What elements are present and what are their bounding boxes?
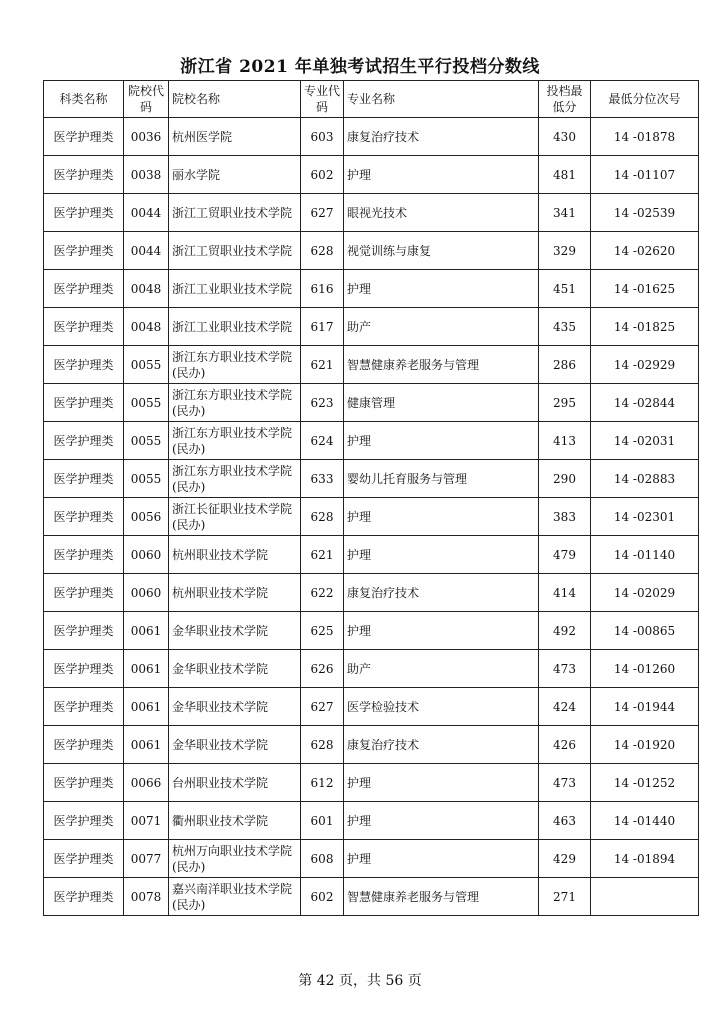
- cell-school-name: 浙江东方职业技术学院(民办): [169, 460, 301, 498]
- cell-min-score: 286: [539, 346, 591, 384]
- cell-min-score: 271: [539, 878, 591, 916]
- cell-min-score: 383: [539, 498, 591, 536]
- cell-school-code: 0036: [124, 118, 169, 156]
- cell-category: 医学护理类: [44, 878, 124, 916]
- cell-category: 医学护理类: [44, 688, 124, 726]
- cell-major-name: 康复治疗技术: [344, 726, 539, 764]
- cell-school-name: 杭州医学院: [169, 118, 301, 156]
- cell-category: 医学护理类: [44, 270, 124, 308]
- cell-category: 医学护理类: [44, 726, 124, 764]
- table-row: [44, 574, 699, 612]
- table-row: [44, 460, 699, 498]
- cell-major-code: 626: [301, 650, 344, 688]
- cell-min-score: 435: [539, 308, 591, 346]
- cell-category: 医学护理类: [44, 232, 124, 270]
- cell-school-code: 0056: [124, 498, 169, 536]
- table-row: [44, 878, 699, 916]
- cell-major-name: 康复治疗技术: [344, 574, 539, 612]
- cell-major-name: 助产: [344, 308, 539, 346]
- cell-school-name: 浙江东方职业技术学院(民办): [169, 346, 301, 384]
- table-row: [44, 802, 699, 840]
- cell-school-name: 嘉兴南洋职业技术学院(民办): [169, 878, 301, 916]
- cell-major-code: 622: [301, 574, 344, 612]
- cell-major-code: 621: [301, 346, 344, 384]
- cell-major-name: 护理: [344, 422, 539, 460]
- cell-min-rank: [591, 878, 699, 916]
- cell-major-code: 602: [301, 878, 344, 916]
- admission-score-table: [43, 80, 699, 916]
- cell-school-code: 0055: [124, 422, 169, 460]
- page-footer: 第 42 页，共 56 页: [298, 973, 422, 989]
- cell-school-code: 0077: [124, 840, 169, 878]
- cell-school-name: 浙江长征职业技术学院(民办): [169, 498, 301, 536]
- cell-school-code: 0071: [124, 802, 169, 840]
- cell-category: 医学护理类: [44, 156, 124, 194]
- cell-min-score: 479: [539, 536, 591, 574]
- cell-school-name: 浙江工贸职业技术学院: [169, 194, 301, 232]
- cell-min-rank: 14 -02844: [591, 384, 699, 422]
- table-row: [44, 118, 699, 156]
- cell-min-score: 463: [539, 802, 591, 840]
- cell-major-name: 眼视光技术: [344, 194, 539, 232]
- cell-min-score: 481: [539, 156, 591, 194]
- cell-major-code: 624: [301, 422, 344, 460]
- cell-min-rank: 14 -02029: [591, 574, 699, 612]
- cell-major-name: 医学检验技术: [344, 688, 539, 726]
- cell-min-rank: 14 -01944: [591, 688, 699, 726]
- cell-school-name: 杭州职业技术学院: [169, 574, 301, 612]
- cell-major-code: 616: [301, 270, 344, 308]
- cell-major-code: 602: [301, 156, 344, 194]
- table-body: [44, 118, 699, 916]
- cell-school-code: 0048: [124, 270, 169, 308]
- cell-school-code: 0038: [124, 156, 169, 194]
- cell-min-score: 473: [539, 650, 591, 688]
- cell-min-rank: 14 -01825: [591, 308, 699, 346]
- cell-category: 医学护理类: [44, 536, 124, 574]
- header-school-code: 院校代码: [124, 81, 169, 118]
- cell-major-name: 助产: [344, 650, 539, 688]
- cell-school-name: 金华职业技术学院: [169, 688, 301, 726]
- cell-min-rank: 14 -01920: [591, 726, 699, 764]
- cell-min-rank: 14 -01440: [591, 802, 699, 840]
- cell-major-code: 603: [301, 118, 344, 156]
- cell-min-rank: 14 -02031: [591, 422, 699, 460]
- cell-major-code: 612: [301, 764, 344, 802]
- cell-major-code: 627: [301, 688, 344, 726]
- cell-min-rank: 14 -02620: [591, 232, 699, 270]
- cell-school-code: 0066: [124, 764, 169, 802]
- table-row: [44, 384, 699, 422]
- cell-category: 医学护理类: [44, 574, 124, 612]
- cell-school-code: 0061: [124, 688, 169, 726]
- cell-min-rank: 14 -01252: [591, 764, 699, 802]
- cell-min-rank: 14 -01878: [591, 118, 699, 156]
- cell-major-code: 623: [301, 384, 344, 422]
- cell-major-name: 护理: [344, 498, 539, 536]
- cell-min-score: 430: [539, 118, 591, 156]
- cell-min-rank: 14 -01260: [591, 650, 699, 688]
- cell-school-code: 0048: [124, 308, 169, 346]
- cell-min-score: 290: [539, 460, 591, 498]
- cell-major-name: 护理: [344, 764, 539, 802]
- cell-major-code: 601: [301, 802, 344, 840]
- cell-category: 医学护理类: [44, 840, 124, 878]
- header-major-name: 专业名称: [344, 81, 539, 118]
- table-row: [44, 688, 699, 726]
- cell-category: 医学护理类: [44, 498, 124, 536]
- table-header-row: [44, 81, 699, 118]
- cell-school-name: 杭州职业技术学院: [169, 536, 301, 574]
- cell-school-code: 0061: [124, 726, 169, 764]
- cell-school-code: 0044: [124, 194, 169, 232]
- cell-category: 医学护理类: [44, 118, 124, 156]
- cell-min-rank: 14 -02929: [591, 346, 699, 384]
- cell-major-code: 628: [301, 232, 344, 270]
- cell-major-name: 护理: [344, 156, 539, 194]
- cell-category: 医学护理类: [44, 460, 124, 498]
- header-major-code: 专业代码: [301, 81, 344, 118]
- cell-category: 医学护理类: [44, 194, 124, 232]
- table-row: [44, 650, 699, 688]
- cell-major-code: 621: [301, 536, 344, 574]
- cell-school-name: 浙江工业职业技术学院: [169, 308, 301, 346]
- cell-min-score: 424: [539, 688, 591, 726]
- cell-major-name: 护理: [344, 802, 539, 840]
- cell-major-name: 护理: [344, 536, 539, 574]
- cell-major-name: 护理: [344, 840, 539, 878]
- table-row: [44, 232, 699, 270]
- table-row: [44, 726, 699, 764]
- cell-major-code: 627: [301, 194, 344, 232]
- cell-school-code: 0060: [124, 536, 169, 574]
- table-row: [44, 422, 699, 460]
- cell-school-name: 浙江工贸职业技术学院: [169, 232, 301, 270]
- cell-major-code: 617: [301, 308, 344, 346]
- table-row: [44, 308, 699, 346]
- cell-school-name: 杭州万向职业技术学院(民办): [169, 840, 301, 878]
- cell-school-name: 衢州职业技术学院: [169, 802, 301, 840]
- cell-min-rank: 14 -01107: [591, 156, 699, 194]
- table-row: [44, 156, 699, 194]
- cell-school-code: 0060: [124, 574, 169, 612]
- cell-major-code: 608: [301, 840, 344, 878]
- cell-school-code: 0044: [124, 232, 169, 270]
- cell-school-name: 金华职业技术学院: [169, 612, 301, 650]
- cell-min-rank: 14 -02301: [591, 498, 699, 536]
- cell-category: 医学护理类: [44, 764, 124, 802]
- cell-min-rank: 14 -01894: [591, 840, 699, 878]
- cell-school-code: 0061: [124, 612, 169, 650]
- table-row: [44, 840, 699, 878]
- cell-category: 医学护理类: [44, 802, 124, 840]
- cell-school-code: 0055: [124, 346, 169, 384]
- cell-min-score: 295: [539, 384, 591, 422]
- cell-min-score: 341: [539, 194, 591, 232]
- cell-school-name: 浙江东方职业技术学院(民办): [169, 384, 301, 422]
- cell-min-score: 473: [539, 764, 591, 802]
- cell-min-rank: 14 -01140: [591, 536, 699, 574]
- header-min-rank: 最低分位次号: [591, 81, 699, 118]
- table-row: [44, 194, 699, 232]
- cell-major-name: 婴幼儿托育服务与管理: [344, 460, 539, 498]
- cell-major-code: 628: [301, 726, 344, 764]
- cell-min-rank: 14 -02539: [591, 194, 699, 232]
- cell-school-name: 金华职业技术学院: [169, 726, 301, 764]
- cell-category: 医学护理类: [44, 612, 124, 650]
- page-title: 浙江省 2021 年单独考试招生平行投档分数线: [180, 57, 540, 77]
- cell-min-score: 413: [539, 422, 591, 460]
- cell-min-score: 492: [539, 612, 591, 650]
- cell-school-code: 0061: [124, 650, 169, 688]
- table-row: [44, 270, 699, 308]
- table-row: [44, 536, 699, 574]
- cell-min-rank: 14 -02883: [591, 460, 699, 498]
- cell-school-name: 金华职业技术学院: [169, 650, 301, 688]
- table-row: [44, 764, 699, 802]
- header-min-score: 投档最低分: [539, 81, 591, 118]
- cell-category: 医学护理类: [44, 346, 124, 384]
- cell-min-score: 329: [539, 232, 591, 270]
- cell-major-code: 625: [301, 612, 344, 650]
- cell-min-rank: 14 -01625: [591, 270, 699, 308]
- cell-school-code: 0055: [124, 460, 169, 498]
- cell-min-rank: 14 -00865: [591, 612, 699, 650]
- cell-major-code: 633: [301, 460, 344, 498]
- cell-category: 医学护理类: [44, 422, 124, 460]
- cell-category: 医学护理类: [44, 308, 124, 346]
- cell-min-score: 429: [539, 840, 591, 878]
- cell-major-code: 628: [301, 498, 344, 536]
- table-row: [44, 498, 699, 536]
- table-row: [44, 346, 699, 384]
- cell-min-score: 426: [539, 726, 591, 764]
- cell-category: 医学护理类: [44, 384, 124, 422]
- cell-school-code: 0055: [124, 384, 169, 422]
- cell-major-name: 智慧健康养老服务与管理: [344, 878, 539, 916]
- table-row: [44, 612, 699, 650]
- cell-major-name: 护理: [344, 270, 539, 308]
- cell-category: 医学护理类: [44, 650, 124, 688]
- cell-school-name: 丽水学院: [169, 156, 301, 194]
- cell-major-name: 智慧健康养老服务与管理: [344, 346, 539, 384]
- cell-major-name: 健康管理: [344, 384, 539, 422]
- cell-min-score: 451: [539, 270, 591, 308]
- cell-min-score: 414: [539, 574, 591, 612]
- header-school-name: 院校名称: [169, 81, 301, 118]
- cell-school-code: 0078: [124, 878, 169, 916]
- cell-major-name: 视觉训练与康复: [344, 232, 539, 270]
- cell-school-name: 浙江工业职业技术学院: [169, 270, 301, 308]
- cell-major-name: 康复治疗技术: [344, 118, 539, 156]
- cell-school-name: 台州职业技术学院: [169, 764, 301, 802]
- cell-major-name: 护理: [344, 612, 539, 650]
- cell-school-name: 浙江东方职业技术学院(民办): [169, 422, 301, 460]
- header-category: 科类名称: [44, 81, 124, 118]
